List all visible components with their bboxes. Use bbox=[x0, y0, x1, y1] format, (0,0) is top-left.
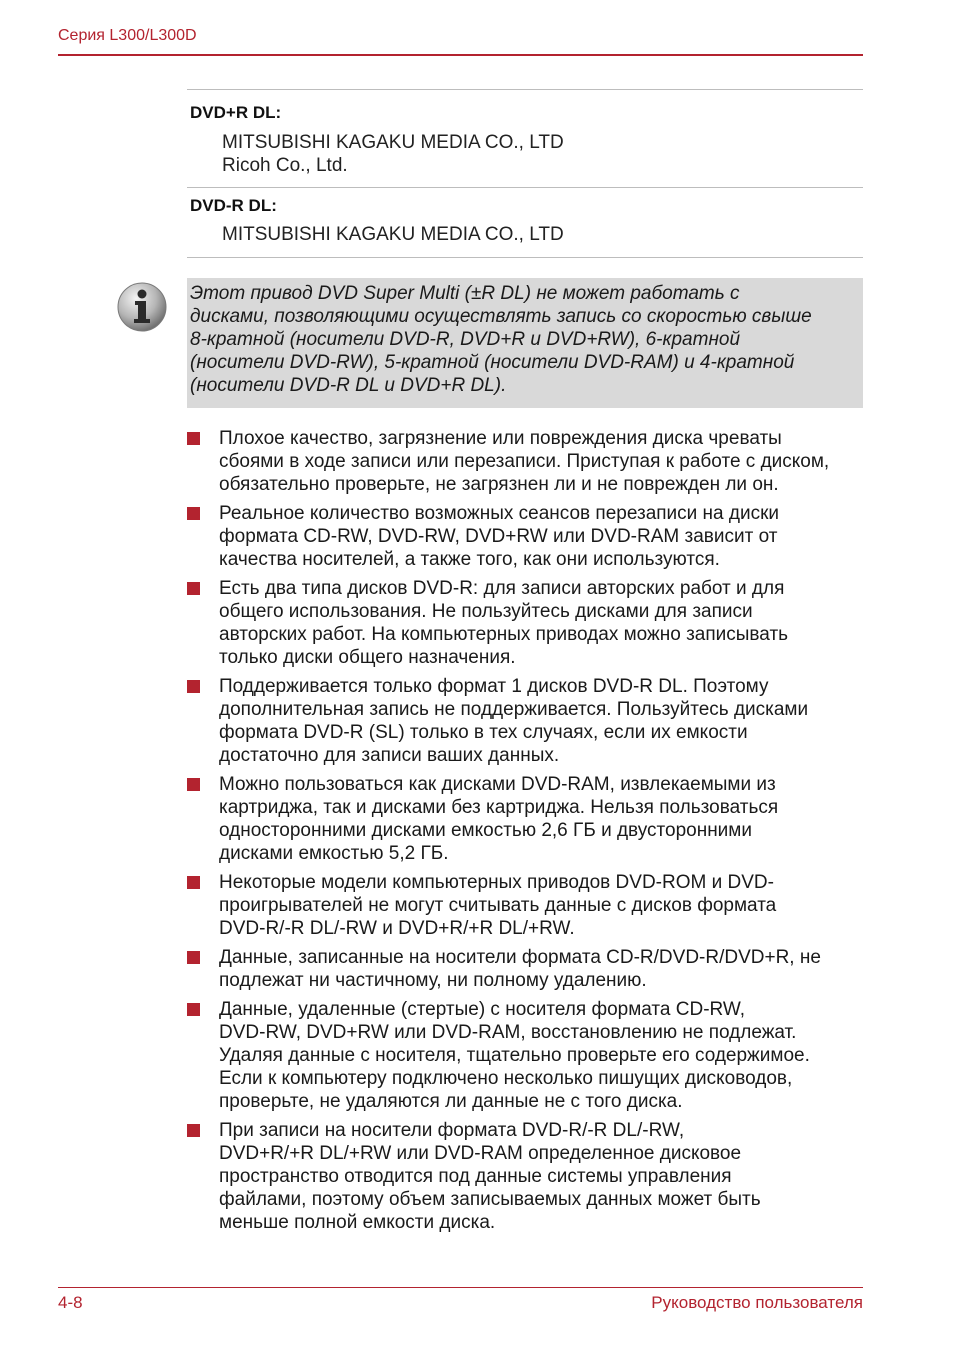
media-item: MITSUBISHI KAGAKU MEDIA CO., LTD bbox=[222, 224, 564, 245]
bullet-text: Можно пользоваться как дисками DVD-RAM, извлекаемыми из картриджа, так и дисками без картриджа. Нельзя пользоваться односторонними дисками емкостью 2,6 ГБ и двусторонними дисками емкостью 5,2 ГБ. bbox=[219, 774, 779, 864]
bullet-text: Данные, записанные на носители формата CD-R/DVD-R/DVD+R, не подлежат ни частичному, ни полному удалению. bbox=[219, 947, 821, 991]
list-item bbox=[187, 427, 863, 496]
bullet-text: Некоторые модели компьютерных приводов DVD-ROM и DVD- проигрывателей не могут считывать данные с дисков формата DVD-R/-R DL/-RW и DVD+R/+R DL/+RW. bbox=[219, 872, 777, 939]
bullet-marker bbox=[187, 582, 200, 595]
bullet-text: Плохое качество, загрязнение или повреждения диска чреваты сбоями в ходе записи или перезаписи. Приступая к работе с диском, обязательно проверьте, не загрязнен ли и не поврежден ли он. bbox=[219, 428, 830, 495]
info-icon bbox=[116, 281, 168, 333]
bullet-text: При записи на носители формата DVD-R/-R DL/-RW, DVD+R/+R DL/+RW или DVD-RAM определенное дисковое пространство отводится под данные системы управления файлами, поэтому объем записываемых данных может быть меньше полной емкости диска. bbox=[219, 1120, 761, 1233]
list-item bbox=[187, 998, 863, 1113]
bullet-marker bbox=[187, 778, 200, 791]
bullet-marker bbox=[187, 951, 200, 964]
bullet-marker bbox=[187, 1124, 200, 1137]
media-item: MITSUBISHI KAGAKU MEDIA CO., LTD bbox=[222, 132, 564, 153]
bullet-text: Данные, удаленные (стертые) с носителя формата CD-RW, DVD-RW, DVD+RW или DVD-RAM, восстановлению не подлежат. Удаляя данные с носителя, тщательно проверьте его содержимое. Если к компьютеру подключено несколько пишущих дисководов, проверьте, не удаляются ли данные не с того диска. bbox=[219, 999, 810, 1112]
bullet-marker bbox=[187, 680, 200, 693]
list-item bbox=[187, 577, 863, 669]
bullet-marker bbox=[187, 1003, 200, 1016]
footer-page-number: 4-8 bbox=[58, 1293, 83, 1312]
list-item bbox=[187, 773, 863, 865]
note-text: Этот привод DVD Super Multi (±R DL) не может работать с дисками, позволяющими осуществлять запись со скоростью свыше 8-кратной (носители DVD-R, DVD+R и DVD+RW), 6-кратной (носители DVD-RW), 5-кратной (носители DVD-RAM) и 4-кратной (носители DVD-R DL и DVD+R DL). bbox=[190, 283, 812, 396]
bullet-marker bbox=[187, 432, 200, 445]
divider bbox=[187, 187, 863, 188]
footer-title: Руководство пользователя bbox=[651, 1293, 863, 1312]
bullet-list bbox=[187, 427, 863, 1240]
list-item bbox=[187, 502, 863, 571]
bullet-text: Есть два типа дисков DVD-R: для записи авторских работ и для общего использования. Не пользуйтесь дисками для записи авторских работ. На компьютерных приводах можно записывать только диски общего назначения. bbox=[219, 578, 789, 668]
header-title: Серия L300/L300D bbox=[58, 27, 197, 44]
list-item bbox=[187, 1119, 863, 1234]
list-item bbox=[187, 946, 863, 992]
media-label-dvdr-minus-dl: DVD-R DL: bbox=[190, 196, 277, 215]
divider bbox=[187, 257, 863, 258]
list-item bbox=[187, 675, 863, 767]
header-rule bbox=[58, 54, 863, 56]
bullet-text: Поддерживается только формат 1 дисков DVD-R DL. Поэтому дополнительная запись не поддерживается. Пользуйтесь дисками формата DVD-R (SL) только в тех случаях, если их емкости достаточно для записи ваших данных. bbox=[219, 676, 809, 766]
bullet-text: Реальное количество возможных сеансов перезаписи на диски формата CD-RW, DVD-RW, DVD+RW или DVD-RAM зависит от качества носителей, а также того, как они используются. bbox=[219, 503, 780, 570]
media-label-dvdr-plus-dl: DVD+R DL: bbox=[190, 103, 282, 122]
footer-rule bbox=[58, 1287, 863, 1288]
divider bbox=[187, 89, 863, 90]
media-item: Ricoh Co., Ltd. bbox=[222, 155, 348, 176]
bullet-marker bbox=[187, 507, 200, 520]
list-item bbox=[187, 871, 863, 940]
bullet-marker bbox=[187, 876, 200, 889]
